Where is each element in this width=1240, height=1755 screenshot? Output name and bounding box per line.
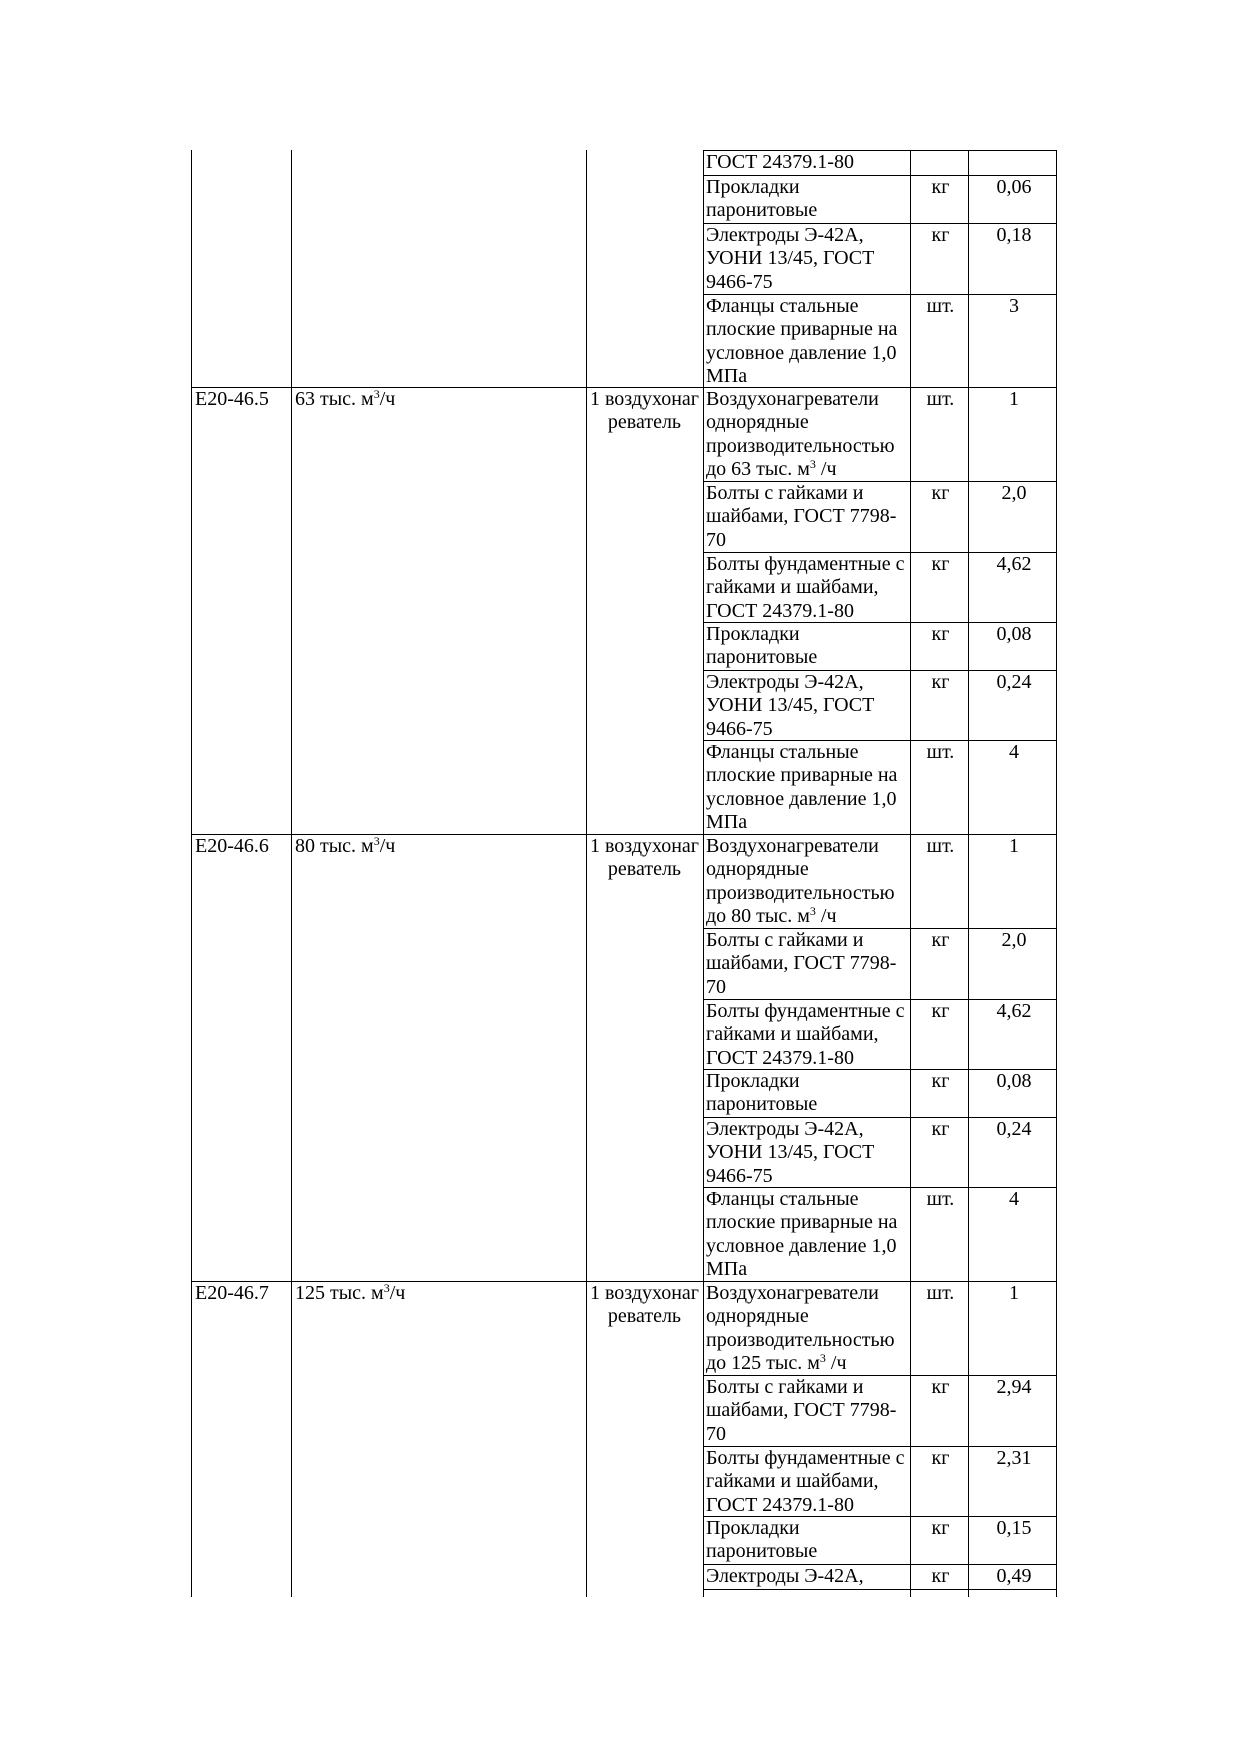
resource-unit: кг (931, 224, 950, 246)
resource-unit: шт. (926, 741, 955, 763)
resource-unit: шт. (926, 835, 955, 857)
norm-description: 80 тыс. $м^3/ч$ (295, 834, 396, 857)
resource-unit: шт. (926, 1188, 955, 1210)
resource-unit: кг (931, 1447, 950, 1469)
resource-name: Фланцы стальные плоские приварные на условное давление 1,0 МПа (706, 295, 898, 388)
resource-unit: шт. (926, 388, 955, 410)
resource-qty: 2,0 (1001, 929, 1027, 951)
norm-description: 125 тыс. $м^3/ч$ (295, 1281, 406, 1304)
resource-qty: 0,24 (996, 1118, 1032, 1140)
resource-name: Электроды Э-42А, УОНИ 13/45, ГОСТ 9466-75 (706, 1118, 875, 1187)
norm-code: Е20-46.5 (195, 388, 269, 410)
resource-qty: 1 (1009, 1282, 1019, 1304)
resource-unit: шт. (926, 295, 955, 317)
resource-name: Болты фундаментные с гайками и шайбами, ГОСТ 24379.1-80 (706, 1000, 905, 1069)
resource-unit: кг (931, 176, 950, 198)
resource-qty: 0,08 (996, 1070, 1032, 1092)
resource-qty: 0,24 (996, 671, 1032, 693)
resource-name: Воздухонагреватели однорядные производительностью до 80 тыс. $м^3$ /ч (706, 835, 895, 928)
row-border (703, 1589, 1057, 1590)
resource-unit: шт. (926, 1282, 955, 1304)
resource-qty: 2,94 (996, 1376, 1032, 1398)
resource-qty: 2,31 (996, 1447, 1032, 1469)
resource-name: ГОСТ 24379.1-80 (706, 151, 854, 173)
measure-unit: 1 воздухонагреватель (589, 388, 700, 434)
resource-name: Болты с гайками и шайбами, ГОСТ 7798-70 (706, 929, 897, 998)
table-border-left (191, 150, 192, 1597)
measure-unit: 1 воздухонагреватель (589, 835, 700, 881)
resource-unit: кг (931, 553, 950, 575)
measure-unit: 1 воздухонагреватель (589, 1282, 700, 1328)
resource-qty: 0,18 (996, 224, 1032, 246)
resource-unit: кг (931, 482, 950, 504)
resource-qty: 1 (1009, 388, 1019, 410)
resource-name: Прокладки паронитовые (706, 176, 818, 222)
table-divider-measure (703, 150, 704, 1597)
resource-unit: кг (931, 1565, 950, 1587)
resource-unit: кг (931, 1376, 950, 1398)
resource-name: Электроды Э-42А, (706, 1565, 864, 1587)
resource-qty: 4,62 (996, 1000, 1032, 1022)
resource-unit: кг (931, 1000, 950, 1022)
resource-name: Фланцы стальные плоские приварные на условное давление 1,0 МПа (706, 1188, 898, 1281)
resource-qty: 0,15 (996, 1517, 1032, 1539)
resource-name: Болты с гайками и шайбами, ГОСТ 7798-70 (706, 482, 897, 551)
norm-code: Е20-46.6 (195, 835, 269, 857)
resource-qty: 4 (1009, 1188, 1019, 1210)
resource-name: Воздухонагреватели однорядные производительностью до 125 тыс. $м^3$ /ч (706, 1282, 895, 1375)
resource-unit: кг (931, 929, 950, 951)
resource-qty: 0,49 (996, 1565, 1032, 1587)
resource-name: Электроды Э-42А, УОНИ 13/45, ГОСТ 9466-75 (706, 671, 875, 740)
resource-name: Болты фундаментные с гайками и шайбами, ГОСТ 24379.1-80 (706, 553, 905, 622)
resource-unit: кг (931, 1517, 950, 1539)
resource-name: Фланцы стальные плоские приварные на условное давление 1,0 МПа (706, 741, 898, 834)
resource-name: Электроды Э-42А, УОНИ 13/45, ГОСТ 9466-75 (706, 224, 875, 293)
resource-name: Воздухонагреватели однорядные производительностью до 63 тыс. $м^3$ /ч (706, 388, 895, 481)
resource-qty: 1 (1009, 835, 1019, 857)
norm-description: 63 тыс. $м^3/ч$ (295, 387, 396, 410)
resource-qty: 3 (1009, 295, 1019, 317)
resource-name: Прокладки паронитовые (706, 1517, 818, 1563)
resource-unit: кг (931, 623, 950, 645)
resource-qty: 4 (1009, 741, 1019, 763)
resource-qty: 4,62 (996, 553, 1032, 575)
resource-name: Прокладки паронитовые (706, 623, 818, 669)
table-divider-code (291, 150, 292, 1597)
resource-qty: 0,06 (996, 176, 1032, 198)
resource-unit: кг (931, 1070, 950, 1092)
resource-unit: кг (931, 1118, 950, 1140)
resource-unit: кг (931, 671, 950, 693)
resource-name: Болты фундаментные с гайками и шайбами, ГОСТ 24379.1-80 (706, 1447, 905, 1516)
norm-code: Е20-46.7 (195, 1282, 269, 1304)
resource-qty: 0,08 (996, 623, 1032, 645)
resource-name: Прокладки паронитовые (706, 1070, 818, 1116)
resource-qty: 2,0 (1001, 482, 1027, 504)
resource-name: Болты с гайками и шайбами, ГОСТ 7798-70 (706, 1376, 897, 1445)
